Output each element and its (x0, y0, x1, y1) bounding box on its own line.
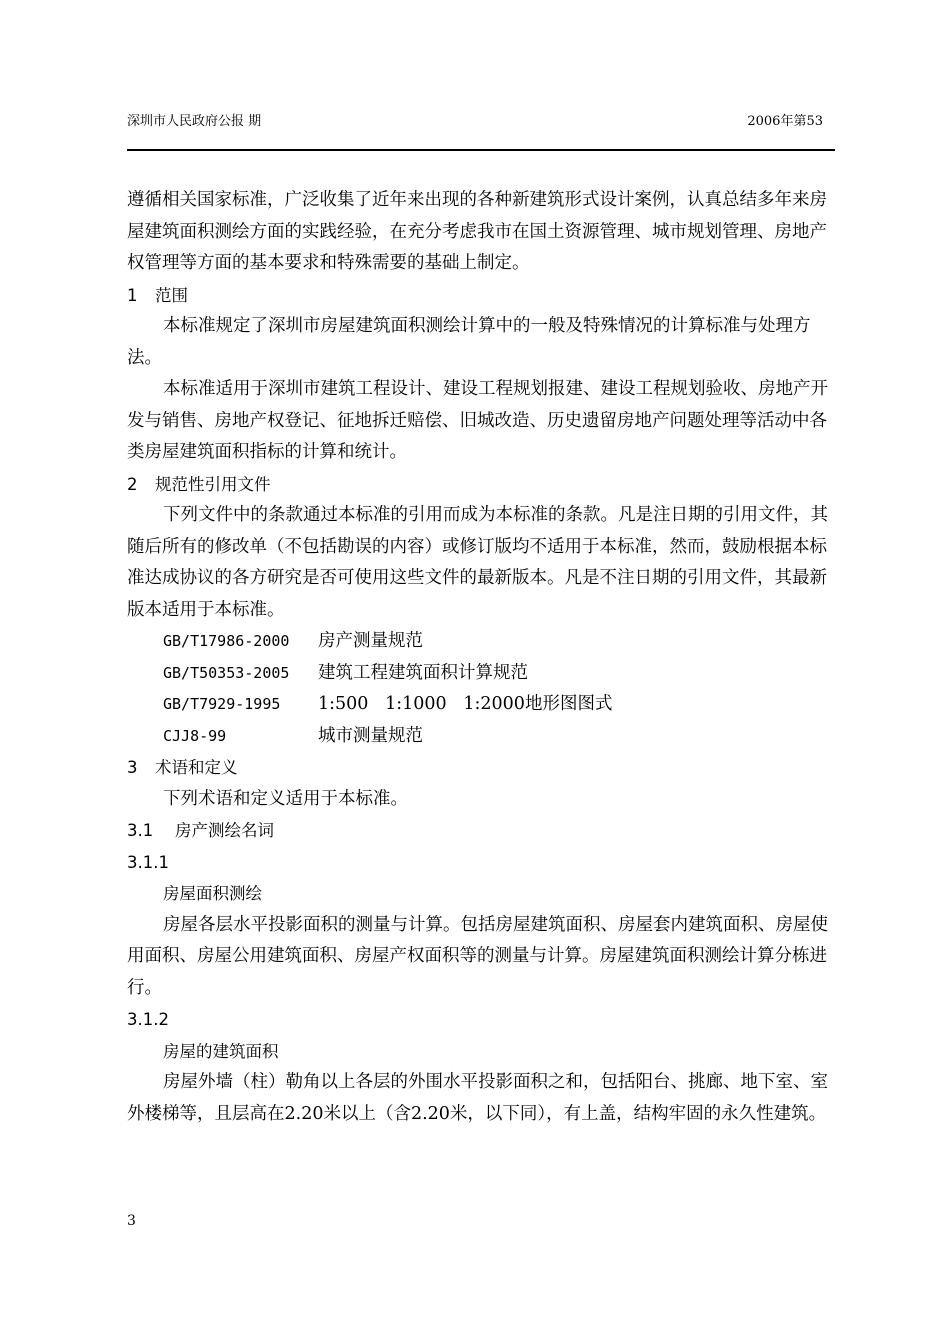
paragraph: 下列文件中的条款通过本标准的引用而成为本标准的条款。凡是注日期的引用文件，其随后所有的修改单（不包括勘误的内容）或修订版均不适用于本标准，然而，鼓励根据本标准达成协议的各方研究是否可使用这些文件的最新版本。凡是不注日期的引用文件，其最新版本适用于本标准。 (127, 505, 828, 620)
term-title: 房屋面积测绘 (163, 884, 262, 903)
reference-item: GB/T7929-1995 1:500 1:1000 1:2000地形图图式 (163, 694, 613, 714)
paragraph: 下列术语和定义适用于本标准。 (163, 788, 408, 809)
section-heading-2: 2 规范性引用文件 (127, 474, 271, 494)
reference-item: GB/T17986-2000 房产测量规范 (163, 631, 423, 651)
section-heading-1: 1 范围 (127, 285, 188, 305)
subsection-heading-3-1: 3.1 房产测绘名词 (127, 821, 274, 840)
term-title: 房屋的建筑面积 (163, 1041, 279, 1061)
clause-number: 3.1.2 (127, 1010, 169, 1029)
paragraph: 本标准适用于深圳市建筑工程设计、建设工程规划报建、建设工程规划验收、房地产开发与销售、房地产权登记、征地拆迁赔偿、旧城改造、历史遗留房地产问题处理等活动中各类房屋建筑面积指标的计算和统计。 (127, 379, 828, 462)
header-publication: 深圳市人民政府公报 期 (127, 114, 262, 129)
intro-paragraph: 遵循相关国家标准，广泛收集了近年来出现的各种新建筑形式设计案例，认真总结多年来房屋建筑面积测绘方面的实践经验，在充分考虑我市在国土资源管理、城市规划管理、房地产权管理等方面的基本要求和特殊需要的基础上制定。 (127, 190, 827, 273)
reference-item: CJJ8-99 城市测量规范 (163, 725, 423, 746)
header-issue: 2006年第53 (747, 114, 823, 129)
section-heading-3: 3 术语和定义 (127, 758, 238, 777)
page-number: 3 (127, 1213, 136, 1229)
term-definition: 房屋各层水平投影面积的测量与计算。包括房屋建筑面积、房屋套内建筑面积、房屋使用面积、房屋公用建筑面积、房屋产权面积等的测量与计算。房屋建筑面积测绘计算分栋进行。 (127, 914, 828, 998)
page-header (127, 113, 835, 151)
clause-number: 3.1.1 (127, 852, 169, 872)
paragraph: 本标准规定了深圳市房屋建筑面积测绘计算中的一般及特殊情况的计算标准与处理方法。 (127, 316, 811, 368)
document-body (127, 185, 837, 1130)
reference-item: GB/T50353-2005 建筑工程建筑面积计算规范 (163, 662, 528, 683)
term-definition: 房屋外墙（柱）勒角以上各层的外围水平投影面积之和，包括阳台、挑廊、地下室、室外楼梯等，且层高在2.20米以上（含2.20米，以下同），有上盖，结构牢固的永久性建筑。 (127, 1072, 828, 1124)
